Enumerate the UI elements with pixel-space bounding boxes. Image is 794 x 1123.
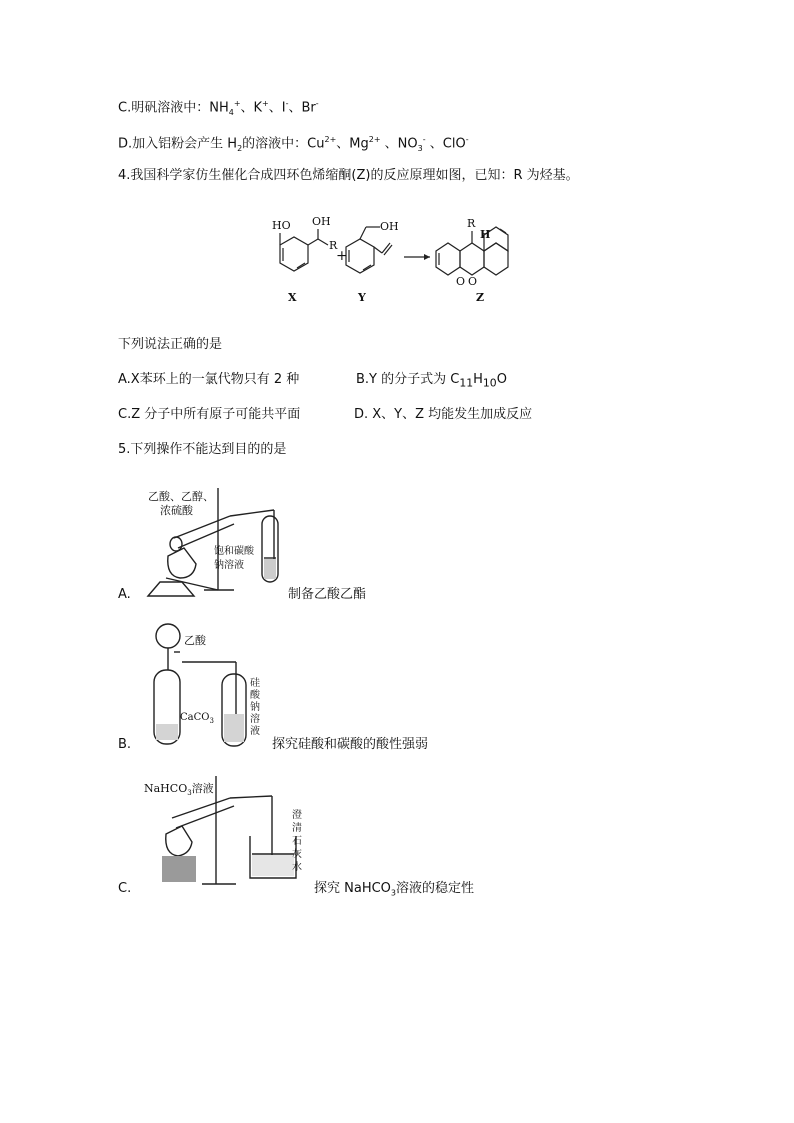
question-4-stem: 4.我国科学家仿生催化合成四环色烯缩酮(Z)的反应原理如图，已知：R 为烃基。 [118, 168, 579, 183]
tube-char-5: 液 [250, 726, 260, 737]
question-4-prompt: 下列说法正确的是 [118, 337, 223, 352]
superscript: + [233, 99, 241, 108]
question-5-stem: 5.下列操作不能达到目的的是 [118, 442, 287, 457]
option-5b-caption: 探究硅酸和碳酸的酸性强弱 [272, 737, 429, 752]
reaction-scheme [262, 205, 532, 310]
reagent-suffix: 溶液 [191, 782, 214, 795]
option-5a-letter: A. [118, 587, 131, 602]
oh-label: OH [312, 215, 331, 228]
ion-text: 的溶液中：Cu [242, 136, 325, 152]
formula-text: H [473, 372, 483, 387]
option-4b [356, 371, 507, 393]
ion-text: 、Br [288, 100, 316, 116]
subscript: 4 [228, 107, 234, 117]
ho-label: HO [272, 219, 291, 232]
subscript: 11 [459, 376, 474, 390]
funnel-label: 乙酸 [184, 634, 206, 647]
tube-char-3: 钠 [250, 702, 260, 713]
r-label: R [329, 239, 338, 252]
plus-sign: + [336, 248, 348, 264]
superscript: + [262, 99, 269, 108]
apparatus-b-figure [140, 618, 270, 750]
beaker-char-3: 石 [292, 836, 302, 847]
caption-text: 探究 NaHCO [314, 881, 391, 896]
ion-text: 、NO [380, 136, 418, 152]
reagents-label-2: 浓硫酸 [160, 504, 193, 517]
option-5c-caption [314, 880, 474, 903]
beaker-char-4: 灰 [292, 849, 302, 860]
formula-text: B.Y 的分子式为 C [356, 372, 460, 387]
subscript: 3 [390, 888, 397, 898]
z-label: Z [476, 291, 485, 304]
apparatus-a-figure [138, 478, 298, 600]
subscript: 3 [417, 143, 423, 153]
tube-char-4: 溶 [250, 714, 260, 725]
superscript: - [315, 99, 319, 108]
option-4c: C.Z 分子中所有原子可能共平面 [118, 407, 301, 422]
y-oh-label: OH [380, 220, 399, 233]
z-h-label: H [480, 228, 491, 241]
ion-text: 、Mg [336, 136, 369, 152]
tube-char-1: 硅 [250, 678, 260, 689]
z-r-label: R [467, 217, 476, 230]
superscript: 2+ [368, 135, 381, 144]
z-o1-label: O [456, 275, 466, 288]
y-label: Y [358, 291, 366, 304]
beaker-char-5: 水 [292, 862, 302, 873]
beaker-char-1: 澄 [292, 810, 302, 821]
option-label: D.加入铝粉会产生 H [118, 136, 238, 152]
ion-text: 、ClO [425, 136, 466, 152]
subscript: 3 [209, 717, 214, 725]
reagent-label [144, 781, 214, 797]
reagent-formula: NaHCO [144, 782, 188, 795]
apparatus-c-figure [140, 770, 310, 894]
option-label: C.明矾溶液中： [118, 100, 210, 116]
reagents-label-1: 乙酸、乙醇、 [148, 490, 214, 503]
subscript: 2 [237, 143, 243, 153]
ion-text: 、I [268, 100, 286, 116]
superscript: - [285, 99, 289, 108]
z-o2-label: O [468, 275, 478, 288]
tube-label-1: 饱和碳酸 [214, 546, 254, 557]
option-c-ions [118, 95, 319, 122]
tube-label-2: 钠溶液 [214, 560, 244, 571]
option-5b-letter: B. [118, 737, 132, 752]
option-4d: D. X、Y、Z 均能发生加成反应 [354, 407, 533, 422]
tube-char-2: 酸 [250, 690, 260, 701]
subscript: 10 [482, 376, 497, 390]
superscript: - [465, 135, 469, 144]
x-label: X [288, 291, 297, 304]
option-5c-letter: C. [118, 881, 132, 896]
solid-label [180, 712, 214, 725]
option-5a-caption: 制备乙酸乙酯 [288, 587, 367, 602]
formula-text: O [496, 372, 507, 387]
superscript: - [422, 135, 426, 144]
beaker-char-2: 清 [292, 823, 302, 834]
ion-text: 、K [240, 100, 263, 116]
option-d-ions [118, 131, 469, 158]
ion-text: NH [209, 100, 229, 116]
caption-text: 溶液的稳定性 [396, 881, 475, 896]
superscript: 2+ [324, 135, 337, 144]
subscript: 3 [187, 789, 192, 797]
option-4a: A.X苯环上的一氯代物只有 2 种 [118, 372, 300, 387]
solid-formula: CaCO [180, 712, 210, 723]
